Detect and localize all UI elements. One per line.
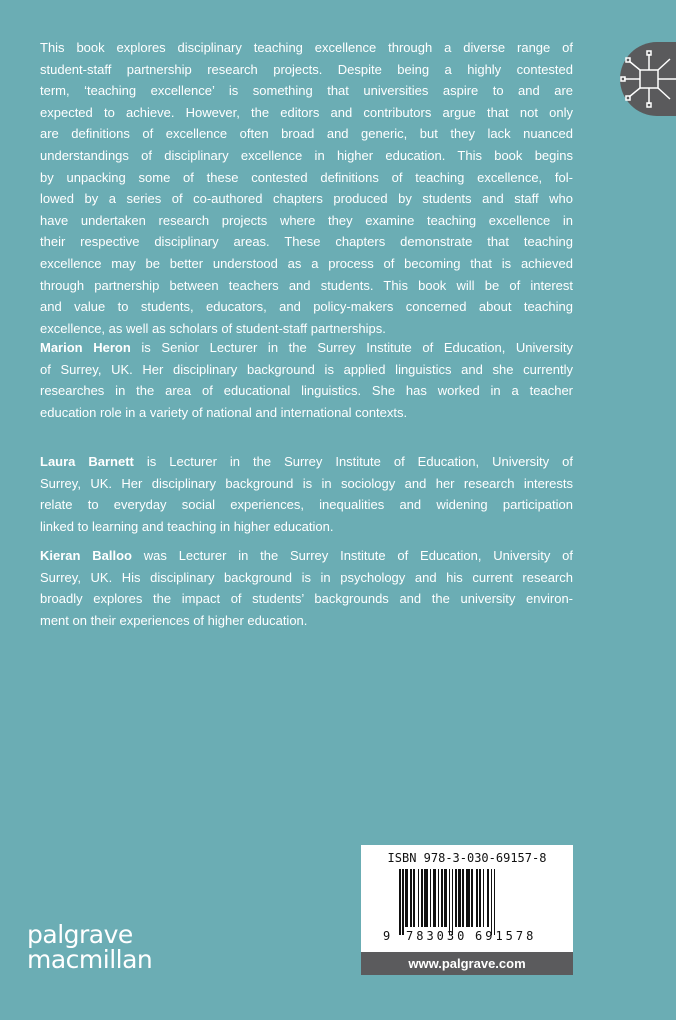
author-bio (40, 337, 573, 423)
author-name: Kieran Balloo (40, 548, 132, 563)
text-line: ment on their experiences of higher education. (40, 612, 308, 628)
text-line: Surrey, UK. His disciplinary background is in psychology and his current research (40, 569, 573, 585)
text-line: Surrey, UK. Her disciplinary background is in sociology and her research interests (40, 475, 573, 491)
text-line: education role in a variety of national and international contexts. (40, 404, 408, 420)
barcode-bar (483, 869, 484, 927)
barcode-bar (413, 869, 415, 927)
barcode-bar (418, 869, 419, 927)
barcode-bar (449, 869, 450, 935)
barcode-bar (399, 869, 401, 935)
book-description (40, 37, 573, 339)
text-line: researches in the area of educational linguistics. She has worked in a teacher (40, 383, 573, 399)
publisher-logo (27, 922, 152, 972)
text-line: understandings of disciplinary excellence in higher education. This book begins (40, 147, 573, 163)
text-line: linked to learning and teaching in higher education. (40, 518, 334, 534)
isbn-label: ISBN 978-3-030-69157-8 (387, 851, 547, 865)
series-badge (620, 42, 676, 116)
barcode-bar (458, 869, 461, 927)
text-line: by unpacking some of these contested definitions of teaching excellence, fol- (40, 169, 573, 185)
barcode-digits-right: 691578 (475, 929, 537, 943)
text-line: relate to everyday social experiences, inequalities and widening participation (40, 497, 573, 513)
barcode-bar (424, 869, 428, 927)
barcode-digit-first: 9 (383, 929, 391, 943)
barcode-bar (444, 869, 447, 927)
barcode-bar (402, 869, 404, 935)
barcode-bar (452, 869, 453, 935)
barcode-bar (491, 869, 492, 935)
network-node-icon (620, 42, 676, 116)
barcode-bar (430, 869, 431, 927)
barcode-bar (433, 869, 436, 927)
barcode-bar (494, 869, 495, 935)
text-line: expected to achieve. However, the editors and contributors argue that not only (40, 104, 573, 120)
text-line: lowed by a series of co-authored chapters produced by students and staff who (40, 191, 573, 207)
text-line: excellence, as well as scholars of student-staff partnerships. (40, 320, 386, 336)
barcode-digits-left: 783030 (406, 929, 468, 943)
barcode-bars (399, 869, 545, 935)
text-line: excellence may be better understood as a process of becoming that is achieved (40, 255, 573, 271)
barcode-bar (487, 869, 489, 927)
text-line: through partnership between teachers and students. This book will be of interest (40, 277, 573, 293)
text-line: Laura Barnett is Lecturer in the Surrey Institute of Education, University of (40, 454, 573, 469)
publisher-website: www.palgrave.com (361, 952, 573, 975)
isbn-barcode (361, 845, 573, 952)
logo-line-1: palgrave (27, 920, 133, 949)
text-line: and value to students, educators, and policy-makers concerned about teaching (40, 299, 573, 315)
barcode-bar (421, 869, 423, 927)
author-name: Marion Heron (40, 340, 131, 355)
text-line: their respective disciplinary areas. These chapters demonstrate that teaching (40, 234, 573, 250)
text-line: This book explores disciplinary teaching excellence through a diverse range of (40, 40, 573, 55)
text-line: of Surrey, UK. Her disciplinary background is applied linguistics and she currently (40, 361, 573, 377)
barcode-bar (455, 869, 457, 927)
text-line: Kieran Balloo was Lecturer in the Surrey Institute of Education, University of (40, 548, 573, 563)
barcode-bar (466, 869, 470, 927)
barcode-bar (462, 869, 464, 927)
barcode-bar (471, 869, 473, 927)
barcode-bar (441, 869, 443, 927)
barcode-bar (479, 869, 481, 927)
text-line: Marion Heron is Senior Lecturer in the Surrey Institute of Education, University (40, 340, 573, 355)
text-line: have undertaken research projects where they examine teaching excellence in (40, 212, 573, 228)
logo-line-2: macmillan (27, 945, 153, 974)
text-line: broadly explores the impact of students’ backgrounds and the university environ- (40, 591, 573, 607)
author-bio (40, 545, 573, 631)
text-line: are definitions of excellence often broad and generic, but they lack nuanced (40, 126, 573, 142)
author-bio (40, 451, 573, 537)
barcode-bar (476, 869, 478, 927)
author-name: Laura Barnett (40, 454, 134, 469)
text-line: term, ‘teaching excellence’ is something that universities aspire to and are (40, 83, 573, 99)
barcode-bar (438, 869, 439, 927)
text-line: student-staff partnership research projects. Despite being a highly contested (40, 61, 573, 77)
barcode-bar (405, 869, 408, 927)
barcode-bar (410, 869, 412, 927)
